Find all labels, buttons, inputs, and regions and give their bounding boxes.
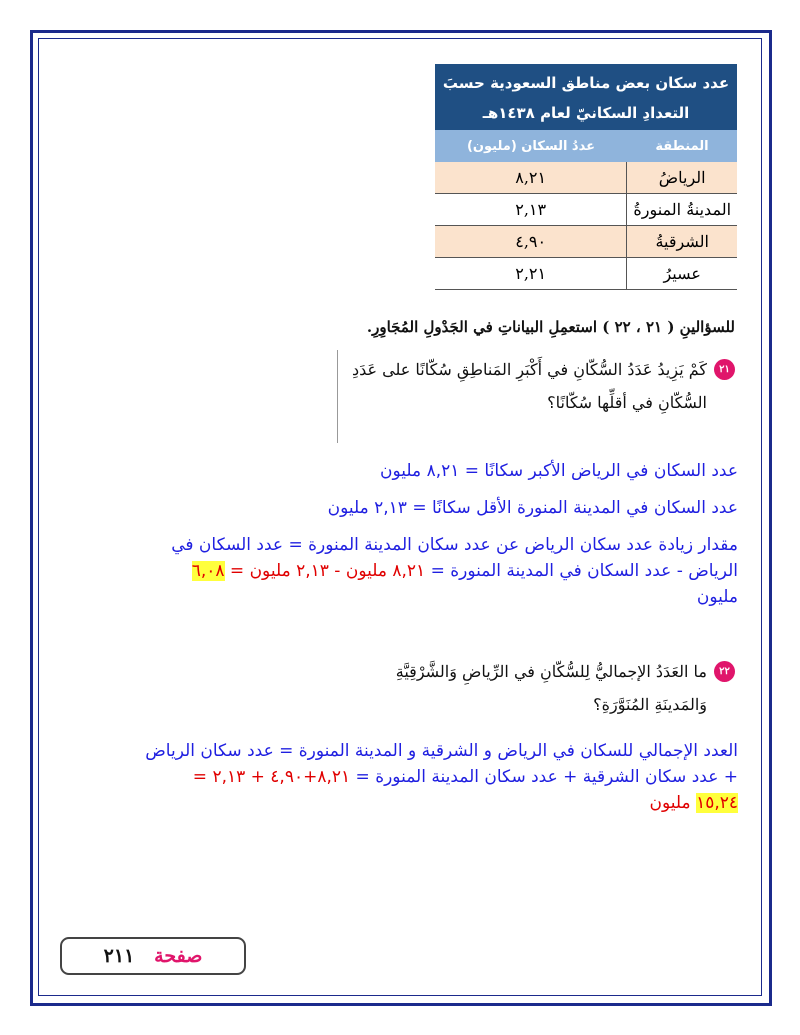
answer-line: عدد السكان في المدينة المنورة الأقل سكانًا = ٢,١٣ مليون [327,498,738,518]
header-region: المنطقة [655,138,709,154]
question-divider [337,350,338,443]
worksheet-page [40,40,760,995]
table-row [435,194,737,226]
answer-line: عدد السكان في الرياض الأكبر سكانًا = ٨,٢١ مليون [380,461,738,481]
cell-region: الرياضُ [626,162,737,193]
answer-line: ١٥,٢٤ مليون [649,793,738,813]
cell-population: ٢,١٣ [515,200,547,219]
table-row [435,226,737,258]
answer-line: + عدد سكان الشرقية + عدد سكان المدينة المنورة = ٨,٢١+٤,٩٠ + ٢,١٣ = [192,767,738,787]
answer-line: مليون [696,587,738,607]
answer-line: مقدار زيادة عدد سكان الرياض عن عدد سكان المدينة المنورة = عدد السكان في [171,535,738,555]
question-21: ٢١ كَمْ يَزِيدُ عَدَدُ السُّكّانِ في أَكْبَرِ المَناطِقِ سُكّانًا على عَدَدِ السُّكّانِ في أقلِّها سُكّانًا؟ [352,353,735,419]
highlighted-result: ٦,٠٨ [191,561,225,581]
question-number-badge: ٢٢ [714,661,735,682]
table-row [435,162,737,194]
table-row [435,258,737,290]
answer-line: الرياض - عدد السكان في المدينة المنورة = ٨,٢١ مليون - ٢,١٣ مليون = ٦,٠٨ [191,561,738,581]
answer-21 [58,458,738,610]
table-header-row [435,130,737,162]
cell-population: ٢,٢١ [515,264,547,283]
question-22: ٢٢ ما العَدَدُ الإجماليُّ لِلسُّكّانِ في الرِّياضِ وَالشَّرْقِيَّةِ وَالمَدينَةِ المُنَوَّرَةِ؟ [396,655,735,721]
cell-region: الشرقيةُ [626,226,737,257]
page-number-label: صفحة ٢١١ [60,937,246,975]
cell-region: المدينةُ المنورةُ [626,194,737,225]
question-number-badge: ٢١ [714,359,735,380]
answer-line: العدد الإجمالي للسكان في الرياض و الشرقية و المدينة المنورة = عدد سكان الرياض [145,741,738,761]
cell-population: ٤,٩٠ [515,232,547,251]
population-table [435,64,737,290]
cell-region: عسيرُ [626,258,737,289]
answer-22 [58,738,738,816]
cell-population: ٨,٢١ [515,168,547,187]
highlighted-result: ١٥,٢٤ [696,793,738,813]
instruction-text: للسؤالينِ ( ٢١ ، ٢٢ ) استعمِلِ البياناتِ في الجَدْولِ المُجَاوِرِ. [366,318,735,336]
header-population: عددُ السكان (مليون) [466,138,595,154]
table-title: عدد سكان بعض مناطق السعودية حسبَ التعدادِ السكانيّ لعام ١٤٣٨هـ [435,64,737,130]
